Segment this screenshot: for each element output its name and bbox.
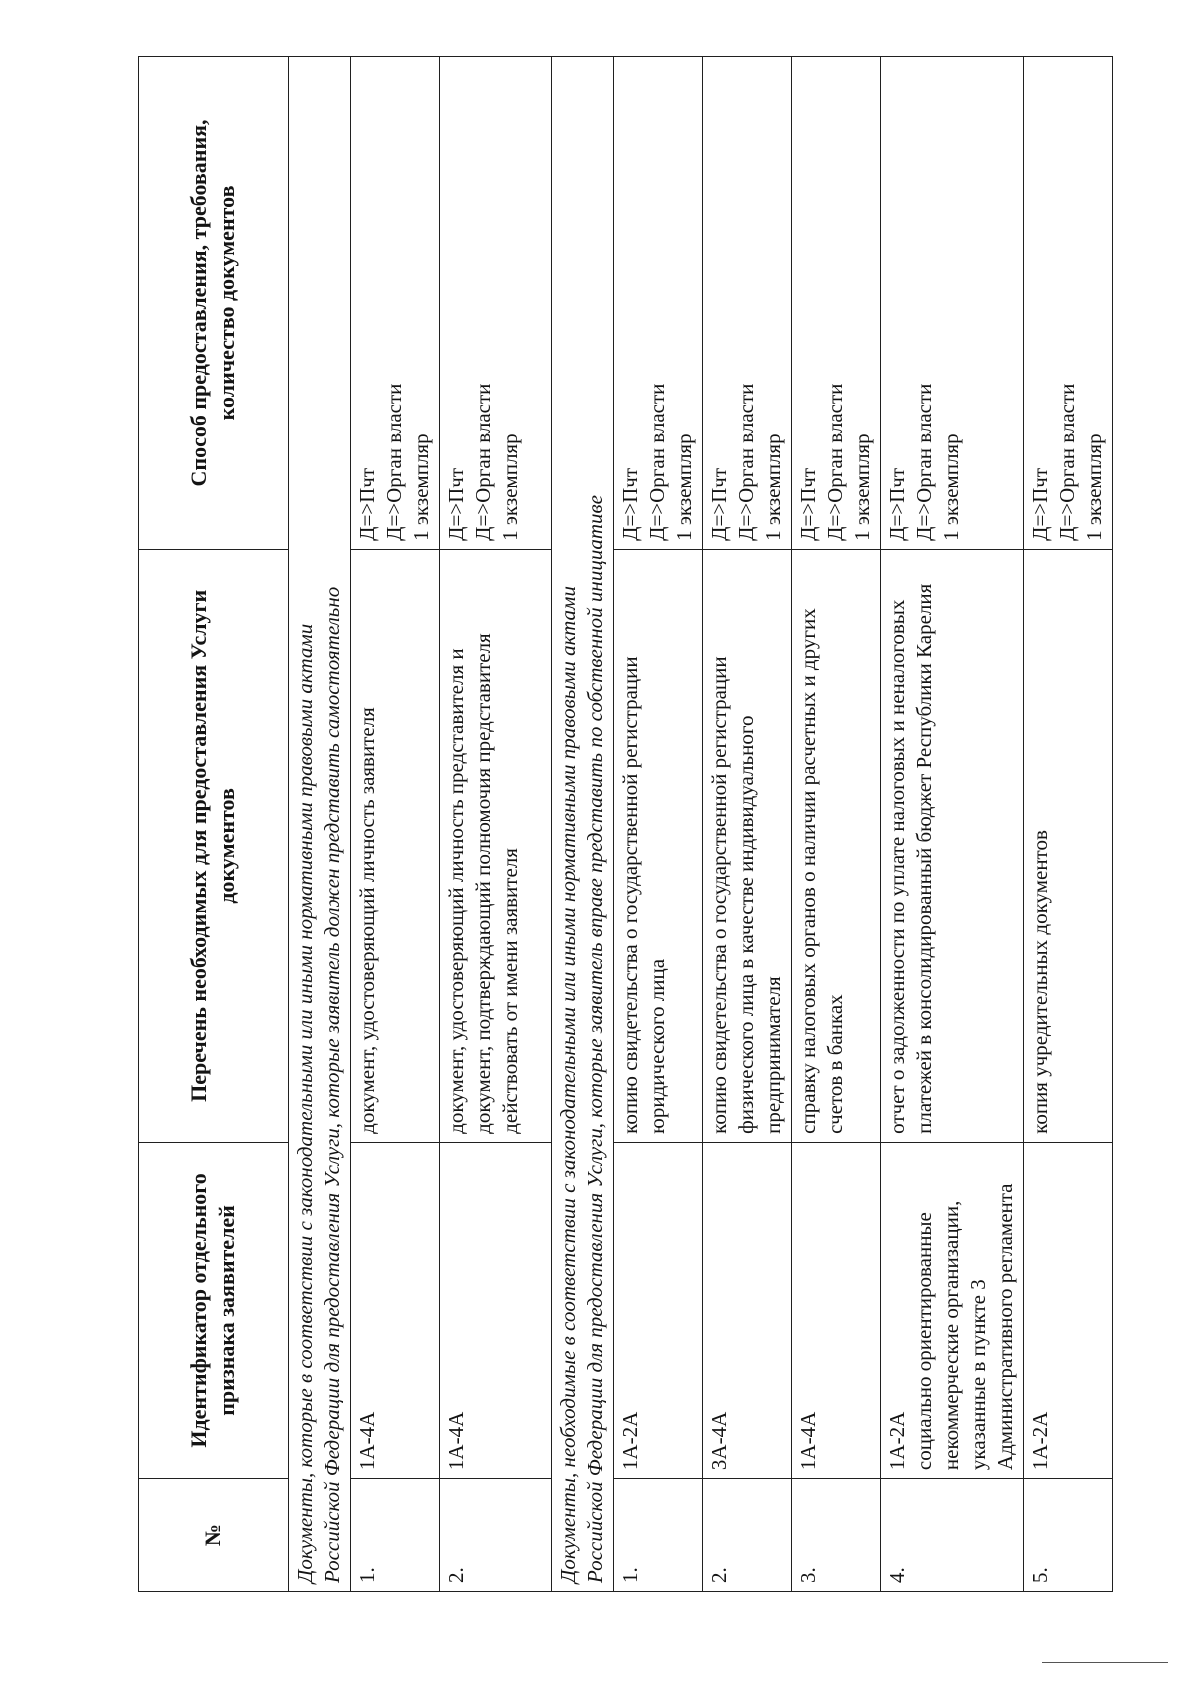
row-number: 2. xyxy=(440,1479,552,1592)
row-document: отчет о задолженности по уплате налоговых и неналоговых платежей в консолидированный бюджет Республики Карелия xyxy=(881,549,1024,1142)
method-line: 1 экземпляр xyxy=(1082,433,1106,541)
rotated-page xyxy=(138,56,1106,1592)
row-method xyxy=(792,57,881,550)
method-line: 1 экземпляр xyxy=(939,433,963,541)
header-identifier: Идентификатор отдельного признака заявителей xyxy=(139,1142,289,1478)
row-identifier: 1А-2А социально ориентированные некоммерческие организации, указанные в пункте 3 Административного регламента xyxy=(881,1142,1024,1478)
method-line: Д=>Пчт xyxy=(707,467,731,541)
section-heading-line: Российской Федерации для предоставления Услуги, которые заявитель должен представить самостоятельно xyxy=(320,586,344,1583)
row-identifier: 1А-4А xyxy=(351,1142,440,1478)
table-row xyxy=(1024,57,1113,1592)
row-number: 3. xyxy=(792,1479,881,1592)
method-line: Д=>Орган власти xyxy=(1055,383,1079,541)
row-method xyxy=(614,57,703,550)
row-number: 1. xyxy=(351,1479,440,1592)
row-document: копию свидетельства о государственной регистрации физического лица в качестве индивидуального предпринимателя xyxy=(703,549,792,1142)
method-line: Д=>Пчт xyxy=(618,467,642,541)
method-line: Д=>Орган власти xyxy=(734,383,758,541)
method-line: Д=>Пчт xyxy=(355,467,379,541)
row-number: 5. xyxy=(1024,1479,1113,1592)
row-method xyxy=(1024,57,1113,550)
section-heading-optional xyxy=(552,57,614,1592)
table-row xyxy=(440,57,552,1592)
row-identifier: 1А-2А xyxy=(1024,1142,1113,1478)
row-number: 1. xyxy=(614,1479,703,1592)
section-heading-line: Документы, необходимые в соответствии с законодательными или иными нормативными правовыми актами xyxy=(556,586,580,1583)
row-document: справку налоговых органов о наличии расчетных и других счетов в банках xyxy=(792,549,881,1142)
section-heading-mandatory xyxy=(289,57,351,1592)
method-line: Д=>Пчт xyxy=(444,467,468,541)
section-heading-line: Документы, которые в соответствии с законодательными или иными нормативными правовыми актами xyxy=(293,623,317,1583)
method-line: Д=>Орган власти xyxy=(912,383,936,541)
row-identifier: 1А-4А xyxy=(792,1142,881,1478)
table-row xyxy=(351,57,440,1592)
method-line: 1 экземпляр xyxy=(409,433,433,541)
row-method xyxy=(703,57,792,550)
method-line: Д=>Орган власти xyxy=(823,383,847,541)
row-method xyxy=(351,57,440,550)
section-heading-line: Российской Федерации для предоставления Услуги, которые заявитель вправе представить по собственной инициативе xyxy=(583,495,607,1583)
row-identifier: 3А-4А xyxy=(703,1142,792,1478)
method-line: 1 экземпляр xyxy=(672,433,696,541)
table-row xyxy=(703,57,792,1592)
method-line: 1 экземпляр xyxy=(850,433,874,541)
table-row xyxy=(881,57,1024,1592)
method-line: 1 экземпляр xyxy=(498,433,522,541)
scan-margin-line xyxy=(1042,1662,1168,1663)
header-number: № xyxy=(139,1479,289,1592)
method-line: Д=>Орган власти xyxy=(645,383,669,541)
header-method: Способ предоставления, требования, количество документов xyxy=(139,57,289,550)
row-number: 4. xyxy=(881,1479,1024,1592)
section-heading-row xyxy=(289,57,351,1592)
method-line: Д=>Пчт xyxy=(1028,467,1052,541)
row-method xyxy=(881,57,1024,550)
row-document: копию свидетельства о государственной регистрации юридического лица xyxy=(614,549,703,1142)
row-document: документ, удостоверяющий личность представителя и документ, подтверждающий полномочия представителя действовать от имени заявителя xyxy=(440,549,552,1142)
row-document: документ, удостоверяющий личность заявителя xyxy=(351,549,440,1142)
method-line: Д=>Орган власти xyxy=(471,383,495,541)
row-identifier: 1А-4А xyxy=(440,1142,552,1478)
row-identifier: 1А-2А xyxy=(614,1142,703,1478)
row-method xyxy=(440,57,552,550)
table-row xyxy=(792,57,881,1592)
documents-table xyxy=(138,56,1113,1592)
header-documents: Перечень необходимых для предоставления Услуги документов xyxy=(139,549,289,1142)
method-line: Д=>Пчт xyxy=(796,467,820,541)
section-heading-row xyxy=(552,57,614,1592)
row-number: 2. xyxy=(703,1479,792,1592)
method-line: Д=>Орган власти xyxy=(382,383,406,541)
method-line: Д=>Пчт xyxy=(885,467,909,541)
table-row xyxy=(614,57,703,1592)
header-row xyxy=(139,57,289,1592)
row-document: копия учредительных документов xyxy=(1024,549,1113,1142)
method-line: 1 экземпляр xyxy=(761,433,785,541)
